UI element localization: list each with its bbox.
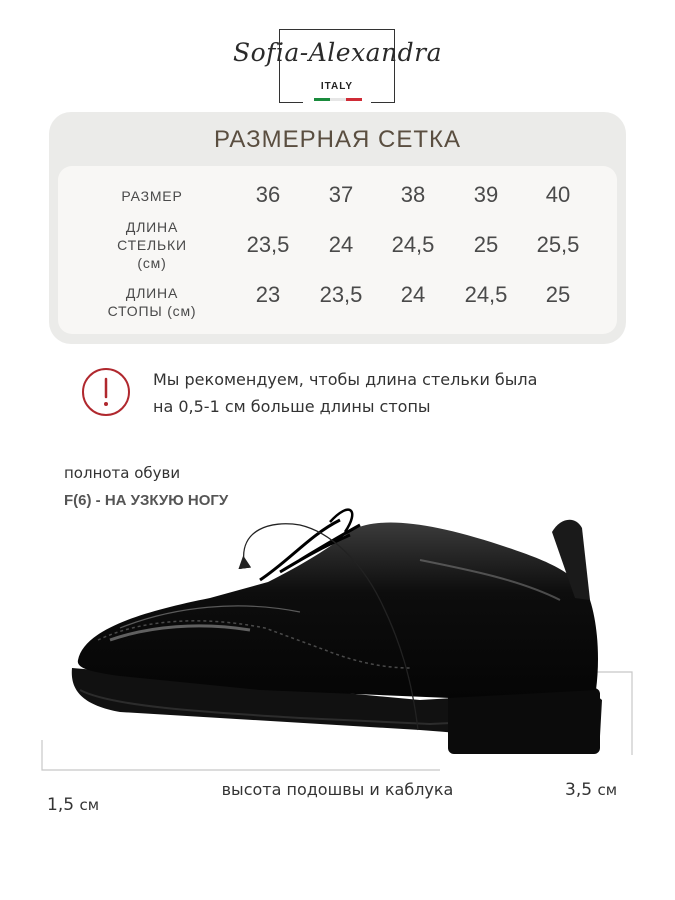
insole-length-cell: 25,5 (536, 232, 580, 257)
foot-length-cell: 25 (545, 282, 571, 307)
fullness-label: полнота обуви (64, 464, 181, 482)
italy-flag-red-stripe (346, 98, 362, 101)
foot-length-cell: 23 (255, 282, 281, 307)
brand-country: ITALY (320, 81, 354, 92)
sole-caption: высота подошвы и каблука (221, 780, 454, 799)
size-cell: 40 (545, 182, 571, 207)
size-cell: 38 (400, 182, 426, 207)
italy-flag-green-stripe (314, 98, 330, 101)
size-chart-title: РАЗМЕРНАЯ СЕТКА (214, 126, 461, 153)
size-cell: 37 (328, 182, 354, 207)
shoe-upper (78, 523, 598, 698)
shoe-illustration (0, 500, 675, 780)
row-label-insole-length: ДЛИНА СТЕЛЬКИ (см) (117, 219, 187, 271)
recommendation-text: Мы рекомендуем, чтобы длина стельки была на 0,5-1 см больше длины стопы (153, 370, 538, 416)
fullness-value: F(6) - НА УЗКУЮ НОГУ (64, 492, 229, 509)
size-cell: 36 (255, 182, 281, 207)
brand-logo-name: Sofia-Alexandra (232, 38, 443, 67)
heel-height: 3,5 см (565, 780, 618, 800)
foot-length-cell: 23,5 (319, 282, 363, 307)
insole-length-cell: 24 (328, 232, 354, 257)
foot-length-cell: 24,5 (464, 282, 508, 307)
italy-flag-white-stripe (330, 98, 346, 101)
insole-length-cell: 23,5 (246, 232, 290, 257)
insole-length-cell: 25 (473, 232, 499, 257)
shoe-heel (448, 688, 600, 754)
row-label-size: РАЗМЕР (121, 188, 183, 204)
size-cell: 39 (473, 182, 499, 207)
foot-length-cell: 24 (400, 282, 426, 307)
front-sole-height: 1,5 см (47, 795, 100, 815)
insole-length-cell: 24,5 (391, 232, 435, 257)
row-label-foot-length: ДЛИНА СТОПЫ (см) (107, 285, 197, 319)
sole-height-bracket (42, 740, 440, 770)
exclamation-circle-icon (80, 366, 132, 418)
